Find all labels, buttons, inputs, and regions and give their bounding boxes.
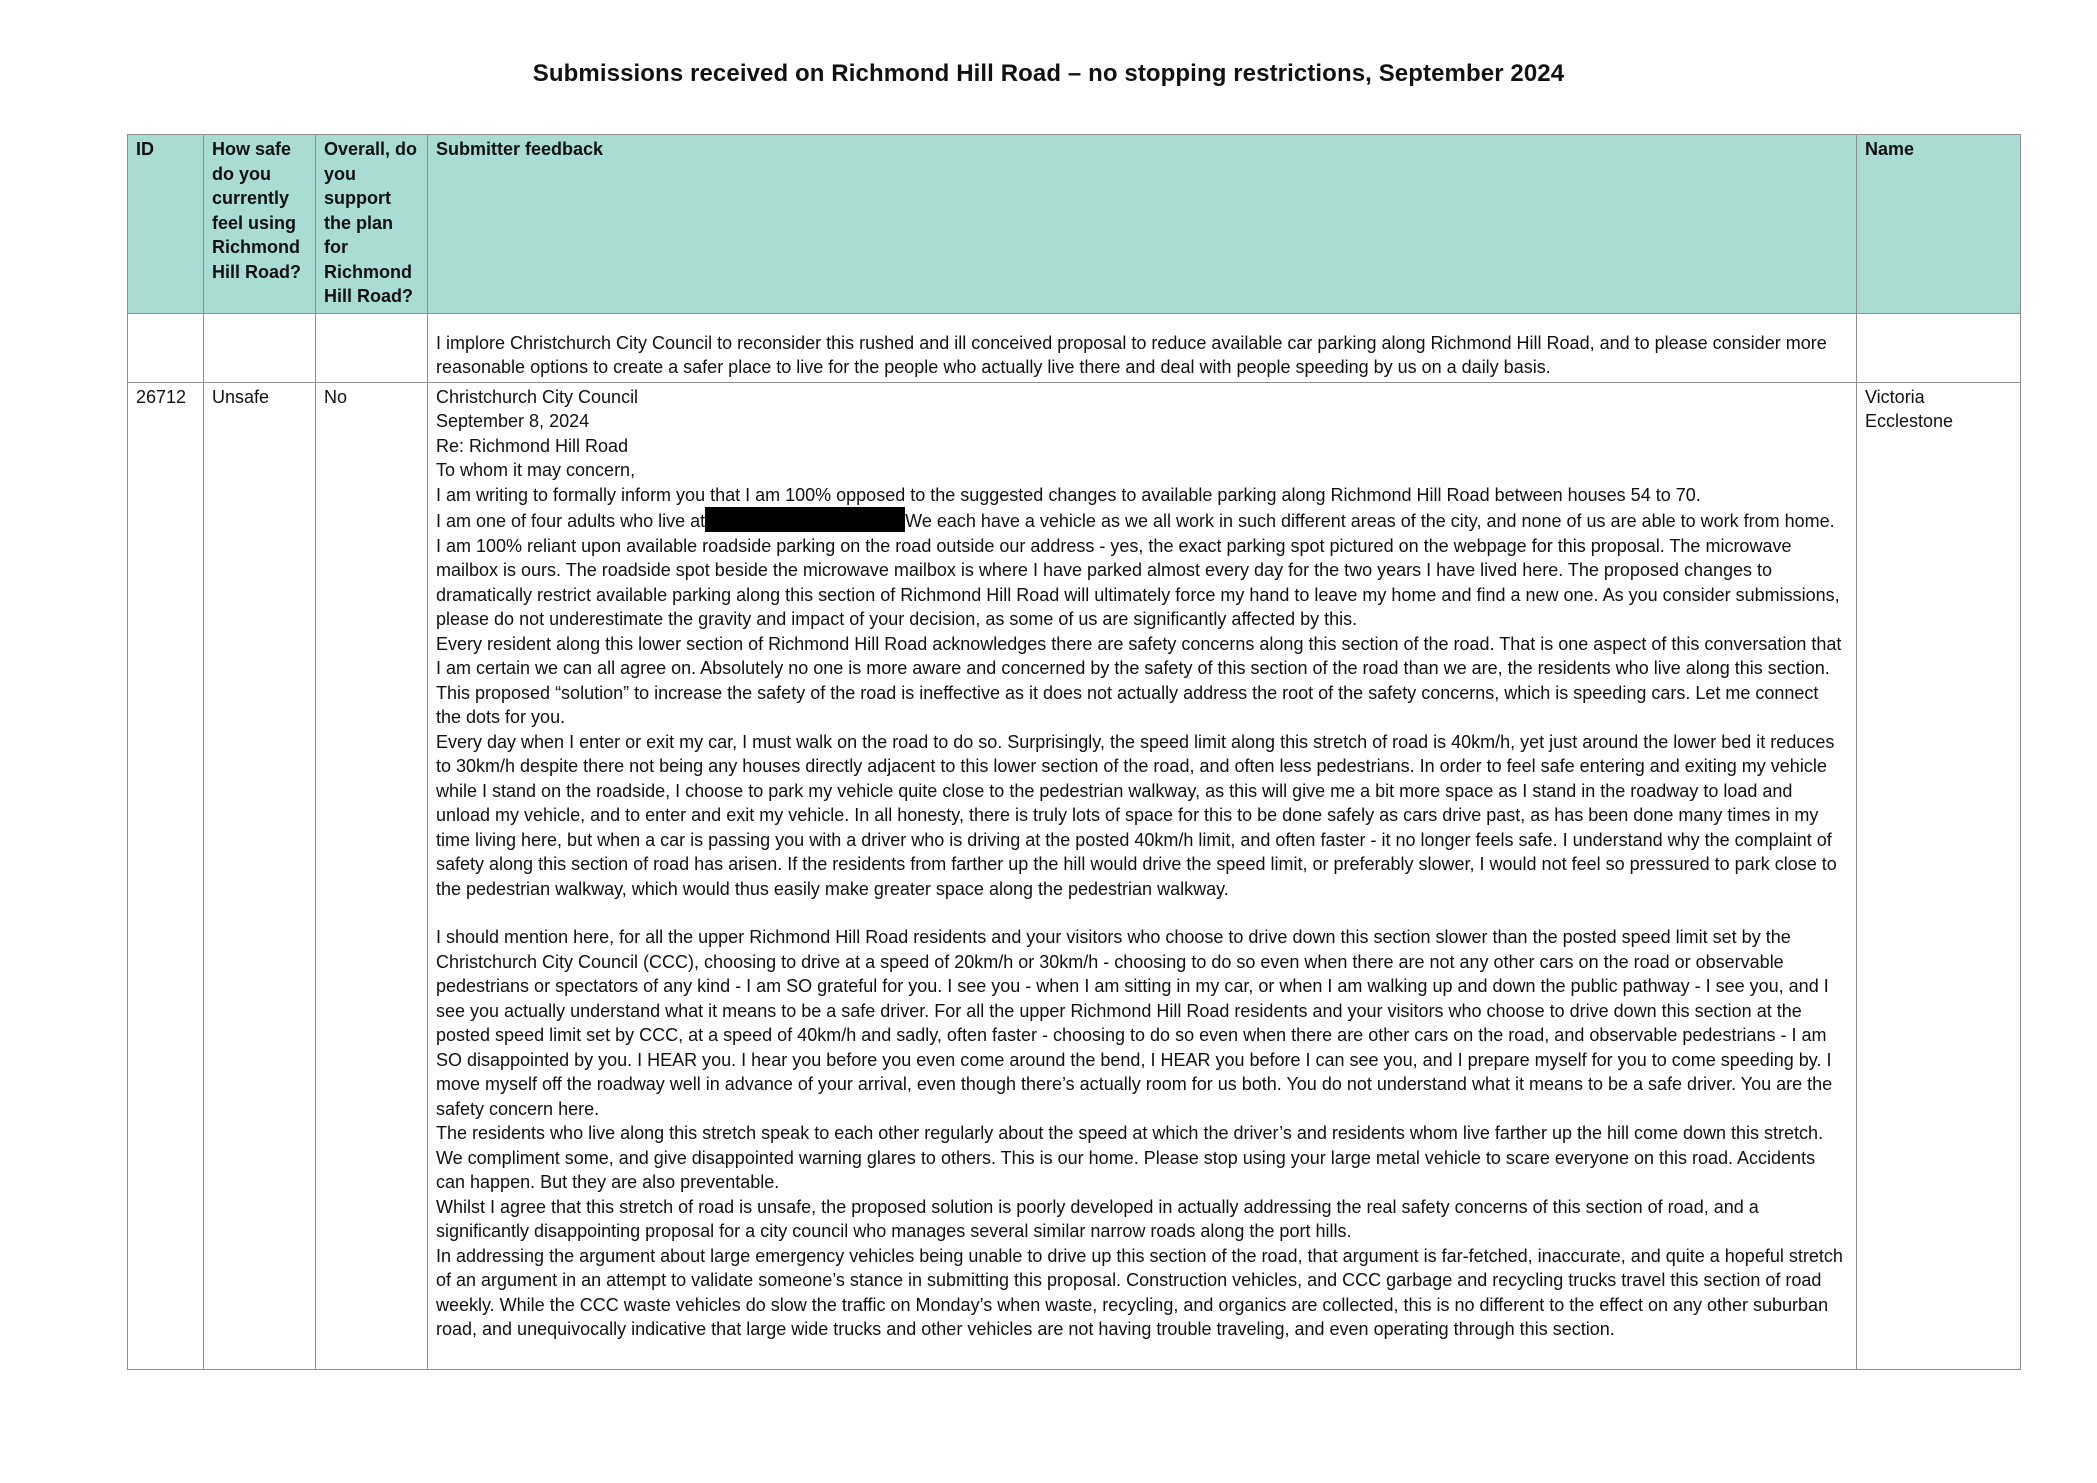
cell-id: 26712 [128,382,204,1369]
feedback-paragraph: In addressing the argument about large emergency vehicles being unable to drive up this section of the road, that argument is far-fetched, inaccurate, and quite a hopeful stretch of an argument in an attempt to validate someone’s stance in submitting this proposal. Construction vehicles, and CCC garbage and recycling trucks travel this section of road weekly. While the CCC waste vehicles do slow the traffic on Monday’s when waste, recycling, and organics are collected, this is no different to the effect on any other suburban road, and unequivocally indicative that large wide trucks and other vehicles are not having trouble traveling, and even operating through this section. [436,1245,1843,1339]
header-support: Overall, do you support the plan for Richmond Hill Road? [316,135,428,314]
feedback-text: We each have a vehicle as we all work in such different areas of the city, and none of us are able to work from home. [905,511,1835,531]
feedback-paragraph: I am writing to formally inform you that I am 100% opposed to the suggested changes to available parking along Richmond Hill Road between houses 54 to 70. [436,484,1701,505]
feedback-text: I am one of four adults who live at [436,511,706,531]
cell-feedback [428,382,1857,1369]
header-name: Name [1857,135,2021,314]
cell-name [1857,313,2021,382]
cell-support [316,313,428,382]
feedback-line: To whom it may concern, [436,460,636,480]
cell-feedback: I implore Christchurch City Council to reconsider this rushed and ill conceived proposal to reduce available car parking along Richmond Hill Road, and to please consider more reasonable options to create a safer place to live for the people who actually live there and deal with people speeding by us on a daily basis. [428,313,1857,382]
cell-safety [204,313,316,382]
header-feedback: Submitter feedback [428,135,1857,314]
page-title: Submissions received on Richmond Hill Road – no stopping restrictions, September 2024 [532,60,1565,87]
feedback-paragraph: Whilst I agree that this stretch of road is unsafe, the proposed solution is poorly developed in actually addressing the real safety concerns of this section of road, and a significantly disappointing proposal for a city council who manages several similar narrow roads along the port hills. [436,1196,1759,1241]
feedback-paragraph: I should mention here, for all the upper Richmond Hill Road residents and your visitors who choose to drive down this section slower than the posted speed limit set by the Christchurch City Council (CCC), choosing to drive at a speed of 20km/h or 30km/h - choosing to do so even when there are not any other cars on the road or observable pedestrians or spectators of any kind - I am SO grateful for you. I see you - when I am sitting in my car, or when I am walking up and down the public pathway - I see you, and I see you actually understand what it means to be a safe driver. For all the upper Richmond Hill Road residents and your visitors who choose to drive down this section at the posted speed limit set by CCC, at a speed of 40km/h and sadly, often faster - choosing to do so even when there are other cars on the road, and observable pedestrians - I am SO disappointed by you. I HEAR you. I hear you before you even come around the bend, I HEAR you before I can see you, and I prepare myself for you to come speeding by. I move myself off the roadway well in advance of your arrival, even though there’s actually room for us both. You do not understand what it means to be a safe driver. You are the safety concern here. [436,927,1833,1119]
feedback-paragraph: Every day when I enter or exit my car, I must walk on the road to do so. Surprisingly, the speed limit along this stretch of road is 40km/h, yet just around the lower bed it reduces to 30km/h despite there not being any houses directly adjacent to this lower section of the road, and often less pedestrians. In order to feel safe entering and exiting my vehicle while I stand on the roadside, I choose to park my vehicle quite close to the pedestrian walkway, as this will give me a bit more space as I stand in the roadway to load and unload my vehicle, and to enter and exit my vehicle. In all honesty, there is truly lots of space for this to be done safely as cars drive past, as has been done many times in my time living here, but when a car is passing you with a driver who is driving at the posted 40km/h limit, and often faster - it no longer feels safe. I understand why the complaint of safety along this section of road has arisen. If the residents from farther up the hill would drive the speed limit, or preferably slower, I would not feel so pressured to park close to the pedestrian walkway, which would thus easily make greater space along the pedestrian walkway. [436,731,1837,899]
cell-safety: Unsafe [204,382,316,1369]
feedback-paragraph: Every resident along this lower section of Richmond Hill Road acknowledges there are safety concerns along this section of the road. That is one aspect of this conversation that I am certain we can all agree on. Absolutely no one is more aware and concerned by the safety of this section of the road than we are, the residents who live along this section. This proposed “solution” to increase the safety of the road is ineffective as it does not actually address the root of the safety concerns, which is speeding cars. Let me connect the dots for you. [436,633,1842,727]
table-header-row [128,135,2021,314]
redaction-block [705,507,905,532]
submissions-table [127,134,2021,1370]
feedback-line: Re: Richmond Hill Road [436,435,629,456]
table-row-continued [128,313,2021,382]
feedback-line: September 8, 2024 [436,411,590,431]
table-row [128,382,2021,1369]
cell-support: No [316,382,428,1369]
cell-name: Victoria Ecclestone [1857,382,2021,1369]
feedback-paragraph: I am 100% reliant upon available roadside parking on the road outside our address - yes, the exact parking spot pictured on the webpage for this proposal. The microwave mailbox is ours. The roadside spot beside the microwave mailbox is where I have parked almost every day for the two years I have lived here. The proposed changes to dramatically restrict available parking along this section of Richmond Hill Road will ultimately force my hand to leave my home and find a new one. As you consider submissions, please do not underestimate the gravity and impact of your decision, as some of us are significantly affected by this. [436,535,1840,629]
feedback-paragraph: The residents who live along this stretch speak to each other regularly about the speed at which the driver’s and residents whom live farther up the hill come down this stretch. We compliment some, and give disappointed warning glares to others. This is our home. Please stop using your large metal vehicle to scare everyone on this road. Accidents can happen. But they are also preventable. [436,1123,1824,1192]
cell-id [128,313,204,382]
feedback-line: Christchurch City Council [436,386,639,407]
header-id: ID [128,135,204,314]
header-safety: How safe do you currently feel using Richmond Hill Road? [204,135,316,314]
feedback-paragraph [436,507,1848,534]
